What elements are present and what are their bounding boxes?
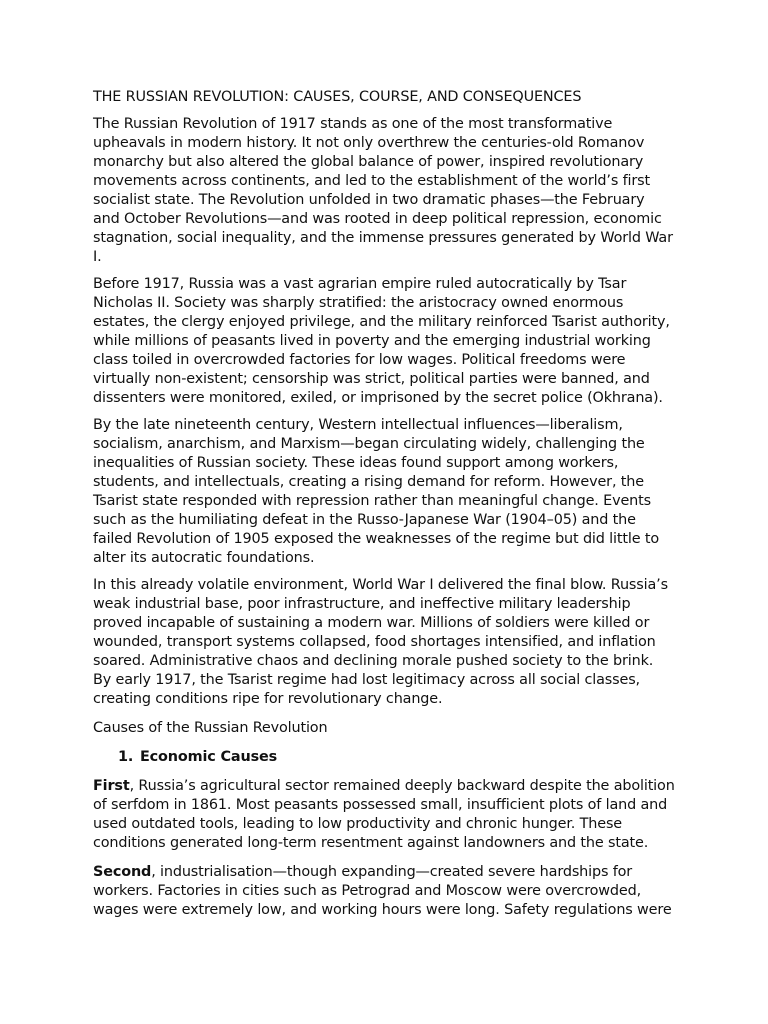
- first-point-text: , Russia’s agricultural sector remained deeply backward despite the abolition of serfdom in 1861. Most peasants possessed small, insufficient plots of land and used outdated tools, leading to low productivity and chronic hunger. These conditions generated long-term resentment against landowners and the state.: [93, 778, 675, 851]
- second-point-text: , industrialisation—though expanding—created severe hardships for workers. Factories in cities such as Petrograd and Moscow were overcrowded, wages were extremely low, and working hours were long. Safety regulations were: [93, 864, 672, 918]
- world-war-paragraph: In this already volatile environment, World War I delivered the final blow. Russia’s weak industrial base, poor infrastructure, and ineffective military leadership proved incapable of sustaining a modern war. Millions of soldiers were killed or wounded, transport systems collapsed, food shortages intensified, and inflation soared. Administrative chaos and declining morale pushed society to the brink. By early 1917, the Tsarist regime had lost legitimacy across all social classes, creating conditions ripe for revolutionary change.: [93, 577, 668, 707]
- heading-label: Economic Causes: [140, 749, 278, 765]
- intellectual-influences-paragraph: By the late nineteenth century, Western intellectual influences—liberalism, socialism, anarchism, and Marxism—began circulating widely, challenging the inequalities of Russian society. These ideas found support among workers, students, and intellectuals, creating a rising demand for reform. However, the Tsarist state responded with repression rather than meaningful change. Events such as the humiliating defeat in the Russo-Japanese War (1904–05) and the failed Revolution of 1905 exposed the weaknesses of the regime but did little to alter its autocratic foundations.: [93, 417, 659, 566]
- numbered-heading: [93, 748, 675, 767]
- second-point-paragraph: [93, 863, 675, 920]
- first-point-paragraph: [93, 777, 675, 853]
- document-page: [93, 88, 675, 928]
- document-title: THE RUSSIAN REVOLUTION: CAUSES, COURSE, AND CONSEQUENCES: [93, 89, 582, 105]
- section-heading: Causes of the Russian Revolution: [93, 720, 328, 736]
- intro-paragraph: The Russian Revolution of 1917 stands as one of the most transformative upheavals in modern history. It not only overthrew the centuries-old Romanov monarchy but also altered the global balance of power, inspired revolutionary movements across continents, and led to the establishment of the world’s first socialist state. The Revolution unfolded in two dramatic phases—the February and October Revolutions—and was rooted in deep political repression, economic stagnation, social inequality, and the immense pressures generated by World War I.: [93, 116, 673, 265]
- second-lead-word: Second: [93, 864, 152, 880]
- heading-number: 1.: [118, 749, 134, 765]
- background-paragraph: Before 1917, Russia was a vast agrarian empire ruled autocratically by Tsar Nicholas II. Society was sharply stratified: the aristocracy owned enormous estates, the clergy enjoyed privilege, and the military reinforced Tsarist authority, while millions of peasants lived in poverty and the emerging industrial working class toiled in overcrowded factories for low wages. Political freedoms were virtually non-existent; censorship was strict, political parties were banned, and dissenters were monitored, exiled, or imprisoned by the secret police (Okhrana).: [93, 276, 670, 406]
- first-lead-word: First: [93, 778, 130, 794]
